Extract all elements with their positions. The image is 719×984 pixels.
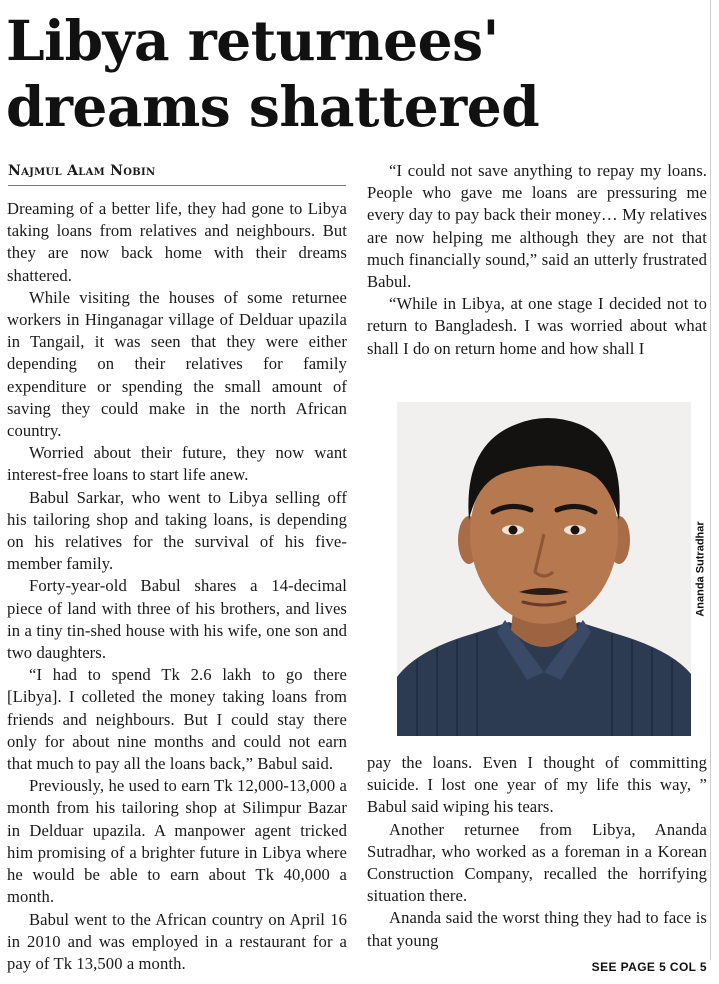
paragraph: “I could not save anything to repay my loans. People who gave me loans are pressuring me every day to pay back their money… My relatives are now helping me although they are not that much financially sound,” said an utterly frustrated Babul. — [367, 161, 707, 292]
article-column-3 — [367, 752, 707, 952]
portrait-photo — [397, 402, 691, 736]
paragraph: Babul went to the African country on April 16 in 2010 and was employed in a restaurant for a pay of Tk 13,500 a month. — [7, 909, 347, 973]
paragraph: pay the loans. Even I thought of committing suicide. I lost one year of my life this way, ” Babul said wiping his tears. — [367, 753, 707, 817]
paragraph: “I had to spend Tk 2.6 lakh to go there [Libya]. I colleted the money taking loans from friends and neighbours. But I could stay there only for about nine months and could not earn that much to pay all the loans back,” Babul said. — [7, 665, 347, 774]
article-column-1 — [7, 198, 347, 975]
paragraph: Previously, he used to earn Tk 12,000-13,000 a month from his tailoring shop at Silimpur Bazar in Delduar upazila. A manpower agent tricked him promising of a brighter future in Libya where he would be able to earn about Tk 40,000 a month. — [7, 776, 347, 907]
photo-credit-text: Ananda Sutradhar — [695, 521, 708, 617]
paragraph: Ananda said the worst thing they had to face is that young — [367, 908, 707, 950]
paragraph: Worried about their future, they now want interest-free loans to start life anew. — [7, 443, 347, 485]
article-column-2 — [367, 160, 707, 360]
paragraph: Forty-year-old Babul shares a 14-decimal piece of land with three of his brothers, and lives in a tiny tin-shed house with his wife, one son and two daughters. — [7, 576, 347, 663]
paragraph: Another returnee from Libya, Ananda Sutradhar, who worked as a foreman in a Korean Construction Company, recalled the horrifying situation there. — [367, 819, 707, 906]
byline: Najmul Alam Nobin — [8, 163, 346, 186]
paragraph: Babul Sarkar, who went to Libya selling off his tailoring shop and taking loans, is depending on his relatives for the survival of his five-member family. — [7, 487, 347, 574]
photo-credit — [691, 402, 711, 736]
paragraph: “While in Libya, at one stage I decided not to return to Bangladesh. I was worried about what shall I do on return home and how shall I — [367, 294, 707, 358]
paragraph: While visiting the houses of some returnee workers in Hinganagar village of Delduar upazila in Tangail, it was seen that they were either depending on their relatives for family expenditure or spending the small amount of saving they could make in the north African country. — [7, 287, 347, 441]
paragraph: Dreaming of a better life, they had gone to Libya taking loans from relatives and neighbours. But they are now back home with their dreams shattered. — [7, 199, 347, 285]
headline: Libya returnees' dreams shattered — [6, 8, 540, 139]
continuation-note: SEE PAGE 5 COL 5 — [591, 960, 707, 974]
